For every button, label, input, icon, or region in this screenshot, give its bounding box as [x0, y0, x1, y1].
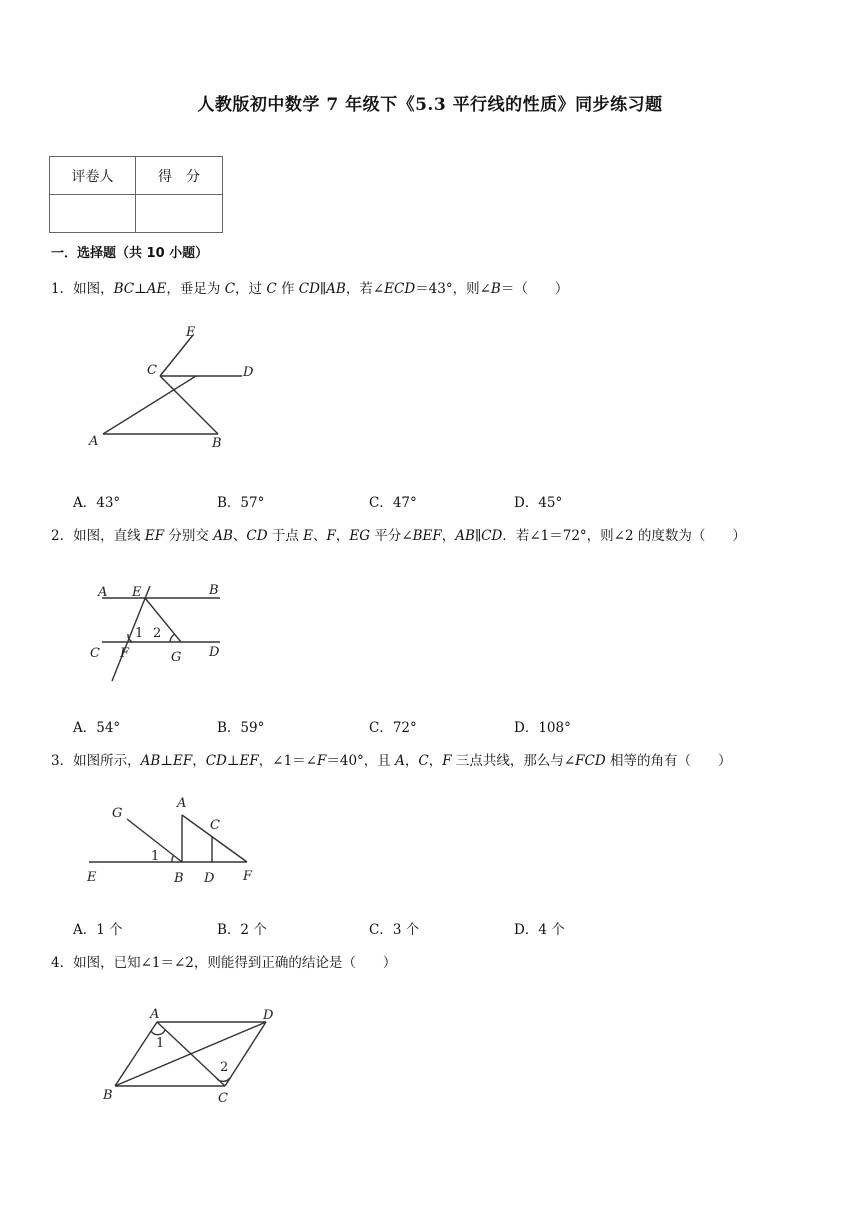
- label-G: G: [112, 806, 123, 821]
- q-text: 平分: [370, 528, 402, 544]
- q-math: ∠F: [305, 753, 327, 769]
- q-text: ，过: [235, 281, 267, 297]
- label-B: B: [209, 583, 219, 598]
- q-text: 、: [313, 528, 327, 544]
- label-A: A: [150, 1007, 160, 1022]
- label-C: C: [218, 1091, 228, 1106]
- q-math: EF: [144, 528, 165, 544]
- diagonal-BD: [115, 1022, 266, 1086]
- q-text: 分别交: [164, 528, 214, 544]
- q-text: 三点共线，那么与: [451, 753, 564, 769]
- segment-AC: [103, 376, 196, 434]
- label-C: C: [147, 363, 157, 378]
- q-math: A: [395, 753, 405, 769]
- question-2: [51, 524, 746, 544]
- q1-option-b[interactable]: B．57°: [217, 495, 265, 511]
- q-math: F: [326, 528, 336, 544]
- q-text: ＝（ ）: [500, 281, 569, 297]
- q-text: 如图所示，: [73, 753, 141, 769]
- label-E: E: [186, 325, 196, 340]
- label-B: B: [174, 871, 184, 886]
- label-angle-1: 1: [135, 626, 144, 641]
- label-D: D: [243, 365, 254, 380]
- q-math: ∠ECD: [372, 281, 416, 297]
- angle-2-arc: [170, 634, 175, 642]
- label-D: D: [263, 1008, 274, 1023]
- q-math: CD⊥EF: [205, 753, 259, 769]
- q-math: AB∥CD: [455, 528, 503, 544]
- q-math: F: [442, 753, 452, 769]
- label-angle-1: 1: [151, 849, 160, 864]
- q-text: ，垂足为: [166, 281, 225, 297]
- label-E: E: [87, 870, 97, 885]
- label-A: A: [89, 434, 99, 449]
- q3-option-a[interactable]: A．1 个: [73, 922, 123, 938]
- q-text: 如图，直线: [73, 528, 145, 544]
- q-text: 于点: [267, 528, 304, 544]
- label-B: B: [103, 1088, 113, 1103]
- segment-EG: [145, 598, 181, 642]
- q-text: ，: [428, 753, 443, 769]
- label-C: C: [210, 818, 220, 833]
- figure-2: [88, 578, 248, 688]
- q2-option-c[interactable]: C．72°: [369, 720, 417, 736]
- question-4: [51, 951, 396, 971]
- q-math: C: [224, 281, 236, 297]
- q-math: ∠BEF: [401, 528, 442, 544]
- reviewer-cell[interactable]: [50, 195, 136, 233]
- q-text: ＝43°，则: [415, 281, 480, 297]
- q-text: ，: [404, 753, 419, 769]
- question-number: 3．: [51, 753, 74, 769]
- q-math: BC⊥AE: [113, 281, 167, 297]
- q-text: ，: [441, 528, 456, 544]
- q-text: ，若: [345, 281, 373, 297]
- q-math: CD∥AB: [298, 281, 346, 297]
- score-header: 得 分: [136, 157, 223, 195]
- label-angle-2: 2: [220, 1060, 229, 1075]
- question-number: 2．: [51, 528, 74, 544]
- q2-option-a[interactable]: A．54°: [73, 720, 121, 736]
- q-math: ∠B: [479, 281, 501, 297]
- q-text: 如图，: [73, 281, 114, 297]
- label-A: A: [98, 585, 108, 600]
- question-number: 1．: [51, 281, 74, 297]
- q-math: C: [266, 281, 277, 297]
- angle-1-arc: [151, 1030, 165, 1035]
- question-1: [51, 277, 568, 297]
- label-E: E: [132, 585, 142, 600]
- figure-3: [84, 792, 274, 892]
- reviewer-header: 评卷人: [50, 157, 136, 195]
- score-cell[interactable]: [136, 195, 223, 233]
- q-math: E: [303, 528, 313, 544]
- label-angle-2: 2: [153, 626, 162, 641]
- q-text: ，: [335, 528, 350, 544]
- section-heading: 一．选择题（共 10 小题）: [51, 246, 209, 261]
- label-angle-1: 1: [156, 1036, 165, 1051]
- label-A: A: [177, 796, 187, 811]
- q3-option-c[interactable]: C．3 个: [369, 922, 420, 938]
- q-text: 如图，已知∠1＝∠2，则能得到正确的结论是（ ）: [73, 955, 397, 971]
- label-F: F: [120, 646, 130, 661]
- q-text: 作: [276, 281, 299, 297]
- q-text: ＝40°，且: [326, 753, 396, 769]
- q-math: EG: [349, 528, 371, 544]
- q3-option-d[interactable]: D．4 个: [514, 922, 565, 938]
- segment-CB: [160, 376, 218, 434]
- q-text: ，: [192, 753, 206, 769]
- segment-CD: [225, 1022, 266, 1086]
- q-text: ，∠1＝: [258, 753, 306, 769]
- q1-option-d[interactable]: D．45°: [514, 495, 563, 511]
- q1-option-c[interactable]: C．47°: [369, 495, 417, 511]
- question-number: 4．: [51, 955, 74, 971]
- q-math: ∠FCD: [563, 753, 606, 769]
- label-G: G: [171, 650, 182, 665]
- q2-option-b[interactable]: B．59°: [217, 720, 265, 736]
- q-text: ．若∠1＝72°，则∠2 的度数为（ ）: [502, 528, 746, 544]
- label-C: C: [90, 646, 100, 661]
- q-math: CD: [246, 528, 268, 544]
- question-3: [51, 749, 732, 769]
- label-F: F: [243, 869, 253, 884]
- label-D: D: [204, 871, 215, 886]
- page-title: 人教版初中数学 7 年级下《5.3 平行线的性质》同步练习题: [197, 95, 663, 115]
- segment-CE: [160, 335, 193, 376]
- q-text: 相等的角有（ ）: [605, 753, 732, 769]
- q3-option-b[interactable]: B．2 个: [217, 922, 267, 938]
- figure-4: [100, 1000, 310, 1110]
- label-D: D: [209, 645, 220, 660]
- line-EF: [112, 586, 150, 681]
- q-math: C: [418, 753, 429, 769]
- figure-1: [80, 318, 280, 458]
- label-B: B: [212, 436, 222, 451]
- score-table: [49, 156, 223, 233]
- q2-option-d[interactable]: D．108°: [514, 720, 571, 736]
- q-math: AB⊥EF: [140, 753, 193, 769]
- angle-1-arc: [172, 855, 174, 862]
- q-text: 、: [232, 528, 247, 544]
- q1-option-a[interactable]: A．43°: [73, 495, 121, 511]
- q-math: AB: [213, 528, 233, 544]
